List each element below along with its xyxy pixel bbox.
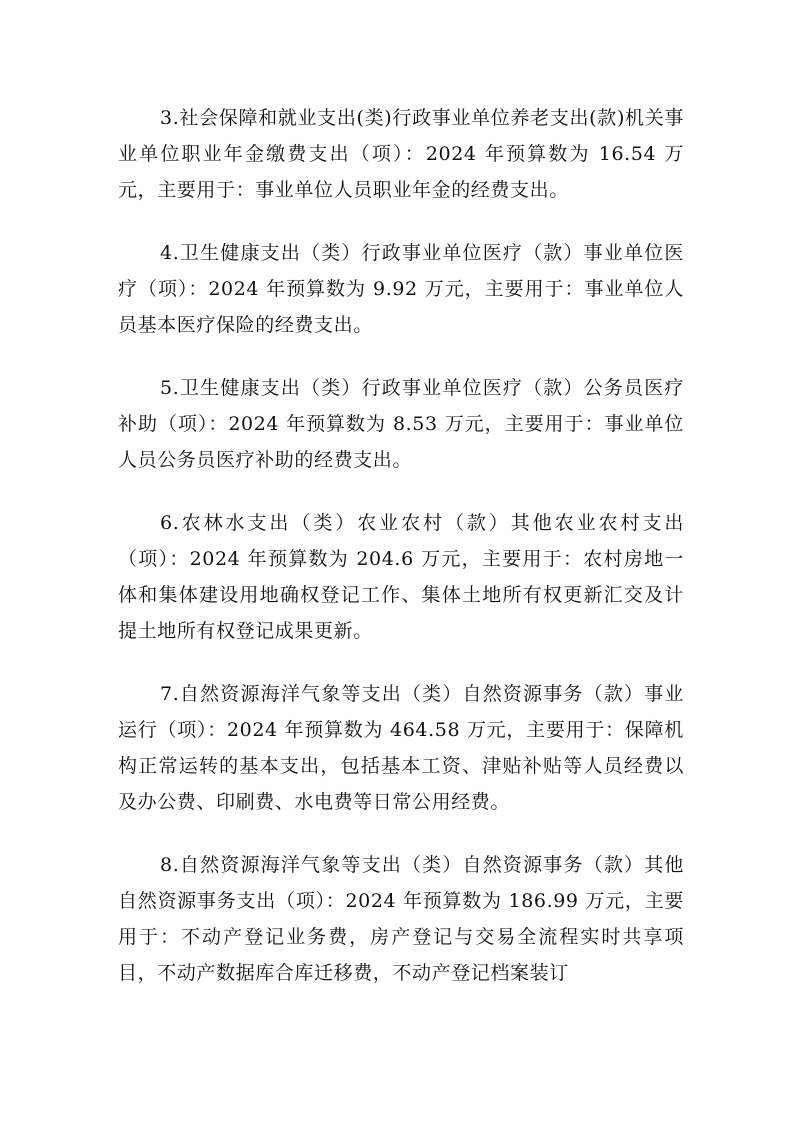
paragraph-item-4: 4.卫生健康支出（类）行政事业单位医疗（款）事业单位医疗（项）：2024 年预算数为 9.92 万元，主要用于：事业单位人员基本医疗保险的经费支出。 xyxy=(118,242,684,336)
paragraph-item-8: 8.自然资源海洋气象等支出（类）自然资源事务（款）其他自然资源事务支出（项）：2024 年预算数为 186.99 万元，主要用于：不动产登记业务费，房产登记与交易全流程实时共享项目，不动产数据库合库迁移费，不动产登记档案装订 xyxy=(118,854,684,984)
document-body xyxy=(118,100,684,1018)
paragraph-item-5: 5.卫生健康支出（类）行政事业单位医疗（款）公务员医疗补助（项）：2024 年预算数为 8.53 万元，主要用于：事业单位人员公务员医疗补助的经费支出。 xyxy=(118,377,684,471)
paragraph-item-3: 3.社会保障和就业支出(类)行政事业单位养老支出(款)机关事业单位职业年金缴费支出（项）：2024 年预算数为 16.54 万元，主要用于：事业单位人员职业年金的经费支出。 xyxy=(118,107,684,201)
paragraph-item-6: 6.农林水支出（类）农业农村（款）其他农业农村支出（项）：2024 年预算数为 204.6 万元，主要用于：农村房地一体和集体建设用地确权登记工作、集体土地所有权更新汇交及计提土地所有权登记成果更新。 xyxy=(118,512,684,642)
paragraph-item-7: 7.自然资源海洋气象等支出（类）自然资源事务（款）事业运行（项）：2024 年预算数为 464.58 万元，主要用于：保障机构正常运转的基本支出，包括基本工资、津贴补贴等人员经费以及办公费、印刷费、水电费等日常公用经费。 xyxy=(118,683,684,813)
